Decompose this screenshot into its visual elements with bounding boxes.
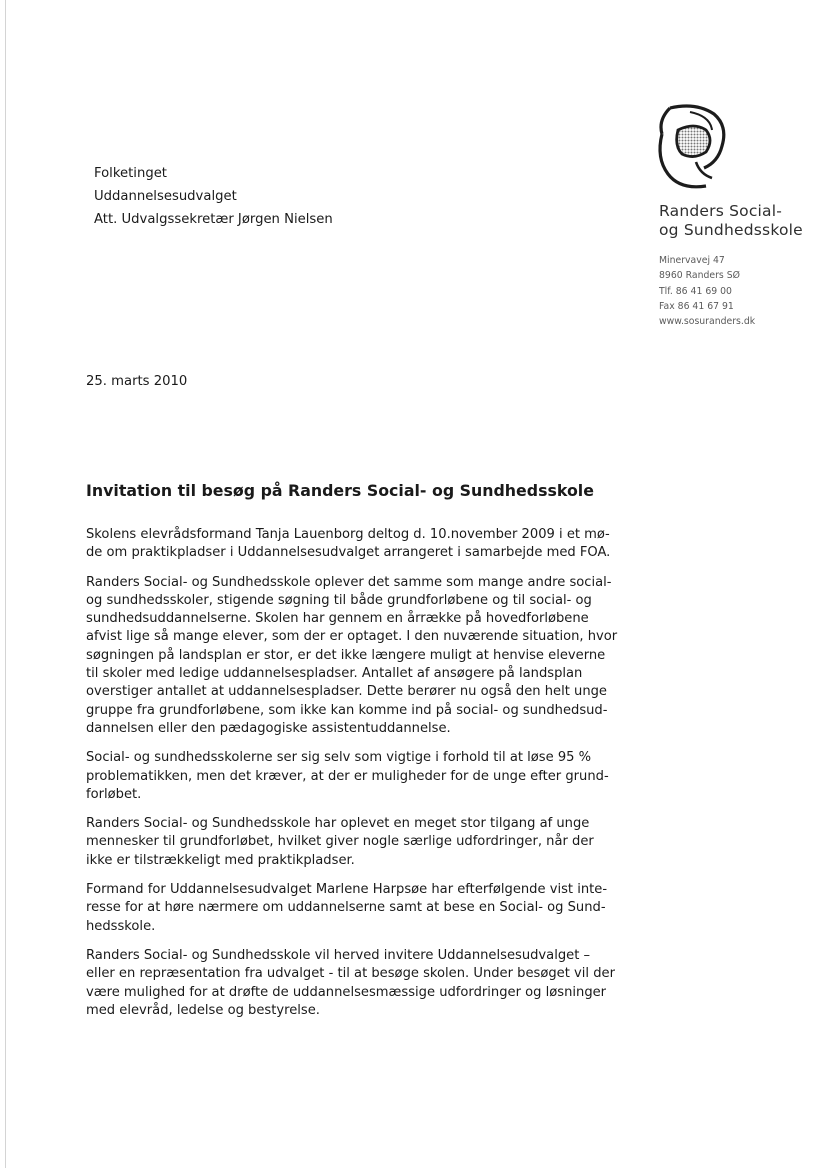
- text-line: til skoler med ledige uddannelsespladser. Antallet af ansøgere på landsplan: [86, 666, 583, 682]
- text-line: resse for at høre nærmere om uddannelserne samt at bese en Social- og Sund-: [86, 900, 606, 916]
- body-paragraph: [86, 526, 616, 563]
- city-text: 8960 Randers SØ: [659, 270, 740, 282]
- text-line: ikke er tilstrækkeligt med praktikpladser.: [86, 852, 355, 868]
- text-line: med elevråd, ledelse og bestyrelse.: [86, 1002, 320, 1018]
- text-line: Randers Social- og Sundhedsskole har oplevet en meget stor tilgang af unge: [86, 816, 590, 832]
- text-line: og sundhedsskoler, stigende søgning til både grundforløbene og til social- og: [86, 592, 592, 608]
- text-line: afvist lige så mange elever, som der er optaget. I den nuværende situation, hvor: [86, 629, 618, 645]
- letter-body: [86, 526, 616, 1031]
- body-paragraph: [86, 574, 616, 739]
- text-line: Social- og sundhedsskolerne ser sig selv som vigtige i forhold til at løse 95 %: [86, 750, 592, 766]
- text-line: forløbet.: [86, 786, 142, 802]
- scan-edge-line: [5, 0, 6, 1168]
- recipient-line: Uddannelsesudvalget: [94, 189, 237, 204]
- text-line: sundhedsuddannelserne. Skolen har gennem en årrække på hovedforløbene: [86, 611, 589, 627]
- body-paragraph: [86, 881, 616, 936]
- text-line: dannelsen eller den pædagogiske assistentuddannelse.: [86, 720, 451, 736]
- text-line: være mulighed for at drøfte de uddannelsesmæssige udfordringer og løsninger: [86, 984, 607, 1000]
- text-line: Randers Social- og Sundhedsskole vil herved invitere Uddannelsesudvalget –: [86, 947, 591, 963]
- text-line: Formand for Uddannelsesudvalget Marlene Harpsøe har efterfølgende vist inte-: [86, 882, 608, 898]
- body-paragraph: [86, 749, 616, 804]
- body-paragraph: [86, 947, 616, 1020]
- text-line: de om praktikpladser i Uddannelsesudvalget arrangeret i samarbejde med FOA.: [86, 545, 611, 561]
- phone-text: Tlf. 86 41 69 00: [659, 285, 732, 297]
- text-line: hedsskole.: [86, 918, 156, 934]
- school-logo-icon: [648, 100, 732, 192]
- recipient-line: Folketinget: [94, 166, 167, 181]
- text-line: mennesker til grundforløbet, hvilket giver nogle særlige udfordringer, når der: [86, 834, 594, 850]
- school-contact: [659, 253, 755, 329]
- text-line: gruppe fra grundforløbene, som ikke kan komme ind på social- og sundhedsud-: [86, 702, 608, 718]
- fax-text: Fax 86 41 67 91: [659, 300, 734, 312]
- text-line: eller en repræsentation fra udvalget - til at besøge skolen. Under besøget vil der: [86, 966, 615, 982]
- body-paragraph: [86, 815, 616, 870]
- website-text: www.sosuranders.dk: [659, 316, 756, 328]
- text-line: søgningen på landsplan er stor, er det ikke længere muligt at henvise eleverne: [86, 647, 606, 663]
- text-line: Randers Social- og Sundhedsskole oplever det samme som mange andre social-: [86, 574, 612, 590]
- recipient-line: Att. Udvalgssekretær Jørgen Nielsen: [94, 212, 333, 227]
- address-text: Minervavej 47: [659, 255, 725, 266]
- school-name-line: Randers Social-: [659, 202, 783, 220]
- text-line: problematikken, men det kræver, at der er muligheder for de unge efter grund-: [86, 768, 609, 784]
- recipient-address: [94, 162, 333, 231]
- school-name: [659, 202, 803, 240]
- letter-subject: Invitation til besøg på Randers Social- og Sundhedsskole: [86, 481, 594, 500]
- letter-date: 25. marts 2010: [86, 374, 188, 389]
- text-line: overstiger antallet at uddannelsespladser. Dette berører nu også den helt unge: [86, 684, 607, 700]
- school-name-line: og Sundhedsskole: [659, 221, 803, 239]
- text-line: Skolens elevrådsformand Tanja Lauenborg deltog d. 10.november 2009 i et mø-: [86, 527, 610, 542]
